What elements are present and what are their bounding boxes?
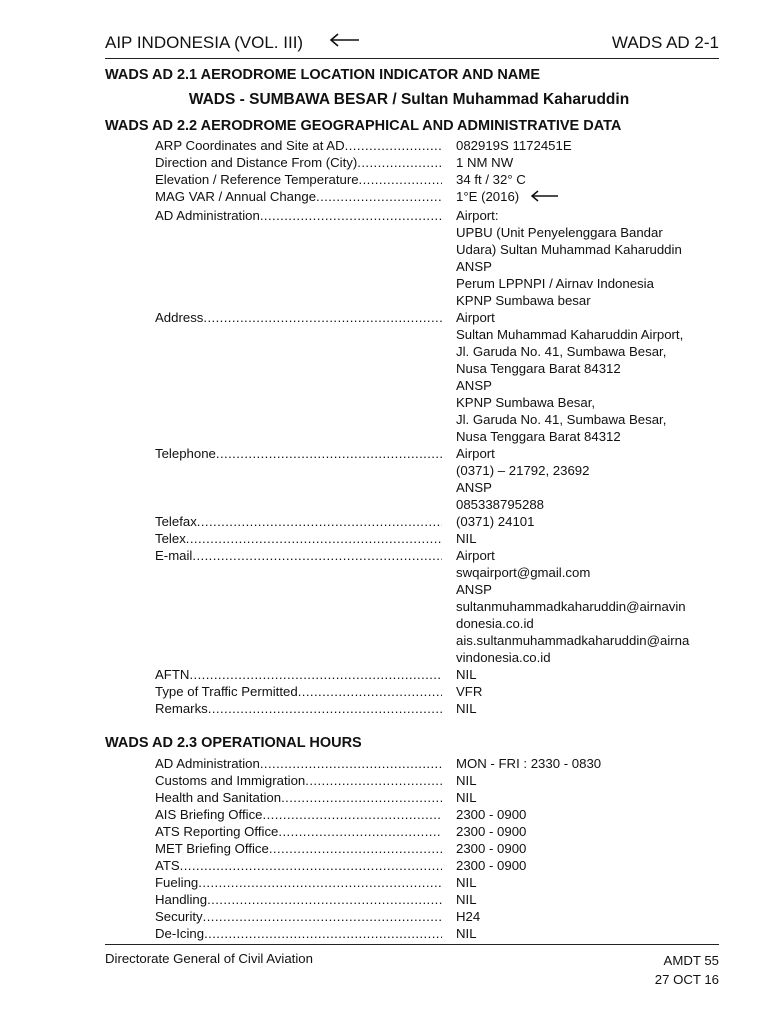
value-line: (0371) 24101: [456, 513, 535, 529]
value-line: 2300 - 0900: [456, 824, 527, 839]
dot-leader: [180, 857, 442, 874]
row-value: [442, 925, 719, 942]
row-label-cell: [155, 188, 442, 207]
row-label: Security: [155, 909, 203, 924]
row-label-cell: [155, 171, 442, 188]
table-row: [155, 666, 719, 683]
dot-leader: [192, 547, 442, 666]
row-label: Handling: [155, 892, 208, 907]
row-value: [442, 908, 719, 925]
value-line: donesia.co.id: [456, 615, 534, 631]
value-line: VFR: [456, 683, 483, 699]
value-line: NIL: [456, 666, 477, 682]
section-2-2-title: WADS AD 2.2 AERODROME GEOGRAPHICAL AND ADMINISTRATIVE DATA: [105, 118, 622, 134]
section-2-1-title: WADS AD 2.1 AERODROME LOCATION INDICATOR AND NAME: [105, 67, 541, 83]
dot-leader: [316, 188, 442, 207]
value-line: Perum LPPNPI / Airnav Indonesia: [456, 275, 654, 291]
row-label-cell: [155, 513, 442, 530]
section-2-3-title: WADS AD 2.3 OPERATIONAL HOURS: [105, 735, 362, 751]
row-label-cell: [155, 683, 442, 700]
row-label-cell: [155, 154, 442, 171]
dot-leader: [305, 772, 442, 789]
row-label: MAG VAR / Annual Change: [155, 189, 317, 204]
value-line: MON - FRI : 2330 - 0830: [456, 756, 602, 771]
row-value: [442, 154, 719, 171]
dot-leader: [186, 530, 442, 547]
dot-leader: [260, 755, 442, 772]
table-row: [155, 823, 719, 840]
row-label: Telephone: [155, 445, 216, 461]
row-label: AD Administration: [155, 207, 260, 223]
row-value: [442, 171, 719, 188]
left-arrow-icon: [529, 189, 559, 207]
row-label: AD Administration: [155, 756, 260, 771]
row-value: [442, 772, 719, 789]
row-value: [442, 789, 719, 806]
table-row: [155, 806, 719, 823]
table-row: [155, 755, 719, 772]
row-value: [442, 530, 719, 547]
table-row: [155, 207, 719, 309]
aip-volume-title: AIP INDONESIA (VOL. III): [105, 33, 304, 52]
dot-leader: [298, 683, 442, 700]
value-line: NIL: [456, 790, 477, 805]
row-label-cell: [155, 666, 442, 683]
value-line: NIL: [456, 530, 477, 546]
table-row: [155, 772, 719, 789]
table-row: [155, 925, 719, 942]
value-line: NIL: [456, 926, 477, 941]
page-header: [105, 28, 719, 59]
row-value: [442, 857, 719, 874]
dot-leader: [207, 891, 442, 908]
row-label-cell: [155, 806, 442, 823]
row-label-cell: [155, 547, 442, 666]
row-value: [442, 188, 719, 207]
row-label-cell: [155, 309, 442, 445]
row-value: [442, 700, 719, 717]
row-value: [442, 840, 719, 857]
row-label-cell: [155, 700, 442, 717]
value-line: KPNP Sumbawa besar: [456, 292, 591, 308]
table-row: [155, 908, 719, 925]
row-label-cell: [155, 137, 442, 154]
table-row: [155, 309, 719, 445]
row-label: AFTN: [155, 666, 190, 682]
value-line: Udara) Sultan Muhammad Kaharuddin: [456, 241, 682, 257]
table-row: [155, 789, 719, 806]
value-line: Sultan Muhammad Kaharuddin Airport,: [456, 326, 684, 342]
table-row: [155, 154, 719, 171]
dot-leader: [203, 908, 442, 925]
table-row: [155, 547, 719, 666]
row-label: Telefax: [155, 513, 197, 529]
aerodrome-name: WADS - SUMBAWA BESAR / Sultan Muhammad Kaharuddin: [188, 91, 630, 108]
row-label: Elevation / Reference Temperature: [155, 172, 359, 187]
value-line: sultanmuhammadkaharuddin@airnavin: [456, 598, 686, 614]
row-value: [442, 207, 719, 309]
value-line: Airport:: [456, 207, 499, 223]
row-label-cell: [155, 772, 442, 789]
table-row: [155, 891, 719, 908]
row-label: ATS Reporting Office: [155, 824, 279, 839]
row-label: Customs and Immigration: [155, 773, 306, 788]
table-row: [155, 171, 719, 188]
value-line: Jl. Garuda No. 41, Sumbawa Besar,: [456, 343, 667, 359]
row-label: ATS: [155, 858, 180, 873]
value-line: Airport: [456, 547, 495, 563]
value-line: vindonesia.co.id: [456, 649, 551, 665]
value-line: ANSP: [456, 258, 492, 274]
table-row: [155, 188, 719, 207]
row-label: Fueling: [155, 875, 199, 890]
value-line: 2300 - 0900: [456, 841, 527, 856]
dot-leader: [189, 666, 442, 683]
value-line: Jl. Garuda No. 41, Sumbawa Besar,: [456, 411, 667, 427]
dot-leader: [208, 700, 442, 717]
row-label-cell: [155, 874, 442, 891]
row-label-cell: [155, 789, 442, 806]
dot-leader: [204, 925, 442, 942]
table-row: [155, 840, 719, 857]
dot-leader: [198, 874, 442, 891]
table-row: [155, 137, 719, 154]
dot-leader: [278, 823, 442, 840]
dot-leader: [359, 171, 442, 188]
amendment-date: 27 OCT 16: [654, 972, 719, 987]
dot-leader: [357, 154, 442, 171]
amendment-number: AMDT 55: [663, 953, 719, 968]
value-line: 2300 - 0900: [456, 858, 527, 873]
value-line: KPNP Sumbawa Besar,: [456, 394, 596, 410]
value-line: Airport: [456, 309, 495, 325]
value-line: NIL: [456, 875, 477, 890]
row-value: [442, 445, 719, 513]
footer-authority: Directorate General of Civil Aviation: [105, 951, 313, 966]
row-value: [442, 137, 719, 154]
dot-leader: [203, 309, 442, 445]
row-label-cell: [155, 755, 442, 772]
value-line: Nusa Tenggara Barat 84312: [456, 428, 621, 444]
row-label-cell: [155, 908, 442, 925]
value-line: 1°E (2016): [456, 189, 520, 204]
value-line: 082919S 1172451E: [456, 138, 572, 153]
value-line: ANSP: [456, 581, 492, 597]
page-footer: [105, 944, 719, 990]
row-label-cell: [155, 445, 442, 513]
table-row: [155, 513, 719, 530]
value-line: H24: [456, 909, 481, 924]
value-line: swqairport@gmail.com: [456, 564, 591, 580]
row-label: ARP Coordinates and Site at AD: [155, 138, 345, 153]
row-value: [442, 547, 719, 666]
left-arrow-icon: [328, 30, 360, 55]
row-value: [442, 874, 719, 891]
row-label: E-mail: [155, 547, 193, 563]
value-line: ANSP: [456, 479, 492, 495]
row-value: [442, 755, 719, 772]
table-row: [155, 874, 719, 891]
row-label-cell: [155, 925, 442, 942]
value-line: ANSP: [456, 377, 492, 393]
row-value: [442, 309, 719, 445]
row-label-cell: [155, 823, 442, 840]
operational-hours-table: [155, 755, 719, 942]
table-row: [155, 530, 719, 547]
dot-leader: [263, 806, 442, 823]
table-row: [155, 857, 719, 874]
row-label-cell: [155, 857, 442, 874]
row-label: AIS Briefing Office: [155, 807, 263, 822]
row-value: [442, 823, 719, 840]
row-label-cell: [155, 840, 442, 857]
value-line: 34 ft / 32° C: [456, 172, 526, 187]
dot-leader: [197, 513, 442, 530]
row-label-cell: [155, 530, 442, 547]
value-line: Airport: [456, 445, 495, 461]
row-label: Health and Sanitation: [155, 790, 282, 805]
row-label: Type of Traffic Permitted: [155, 683, 298, 699]
table-row: [155, 683, 719, 700]
row-label: Direction and Distance From (City): [155, 155, 358, 170]
value-line: 1 NM NW: [456, 155, 514, 170]
value-line: ais.sultanmuhammadkaharuddin@airna: [456, 632, 690, 648]
row-label: Address: [155, 309, 204, 325]
dot-leader: [260, 207, 442, 309]
row-label: Telex: [155, 530, 186, 546]
geo-admin-table: [155, 137, 719, 717]
row-value: [442, 683, 719, 700]
table-row: [155, 445, 719, 513]
value-line: NIL: [456, 773, 477, 788]
value-line: NIL: [456, 892, 477, 907]
row-value: [442, 806, 719, 823]
value-line: Nusa Tenggara Barat 84312: [456, 360, 621, 376]
value-line: NIL: [456, 700, 477, 716]
value-line: (0371) – 21792, 23692: [456, 462, 590, 478]
row-value: [442, 513, 719, 530]
dot-leader: [269, 840, 442, 857]
value-line: 2300 - 0900: [456, 807, 527, 822]
dot-leader: [281, 789, 442, 806]
page-number: WADS AD 2-1: [611, 33, 719, 52]
row-label: De-Icing: [155, 926, 205, 941]
value-line: UPBU (Unit Penyelenggara Bandar: [456, 224, 663, 240]
row-label: MET Briefing Office: [155, 841, 269, 856]
row-label: Remarks: [155, 700, 208, 716]
dot-leader: [345, 137, 442, 154]
row-label-cell: [155, 891, 442, 908]
table-row: [155, 700, 719, 717]
row-value: [442, 891, 719, 908]
footer-amendment: [655, 951, 719, 989]
row-label-cell: [155, 207, 442, 309]
row-value: [442, 666, 719, 683]
value-line: 085338795288: [456, 496, 545, 512]
dot-leader: [216, 445, 442, 513]
